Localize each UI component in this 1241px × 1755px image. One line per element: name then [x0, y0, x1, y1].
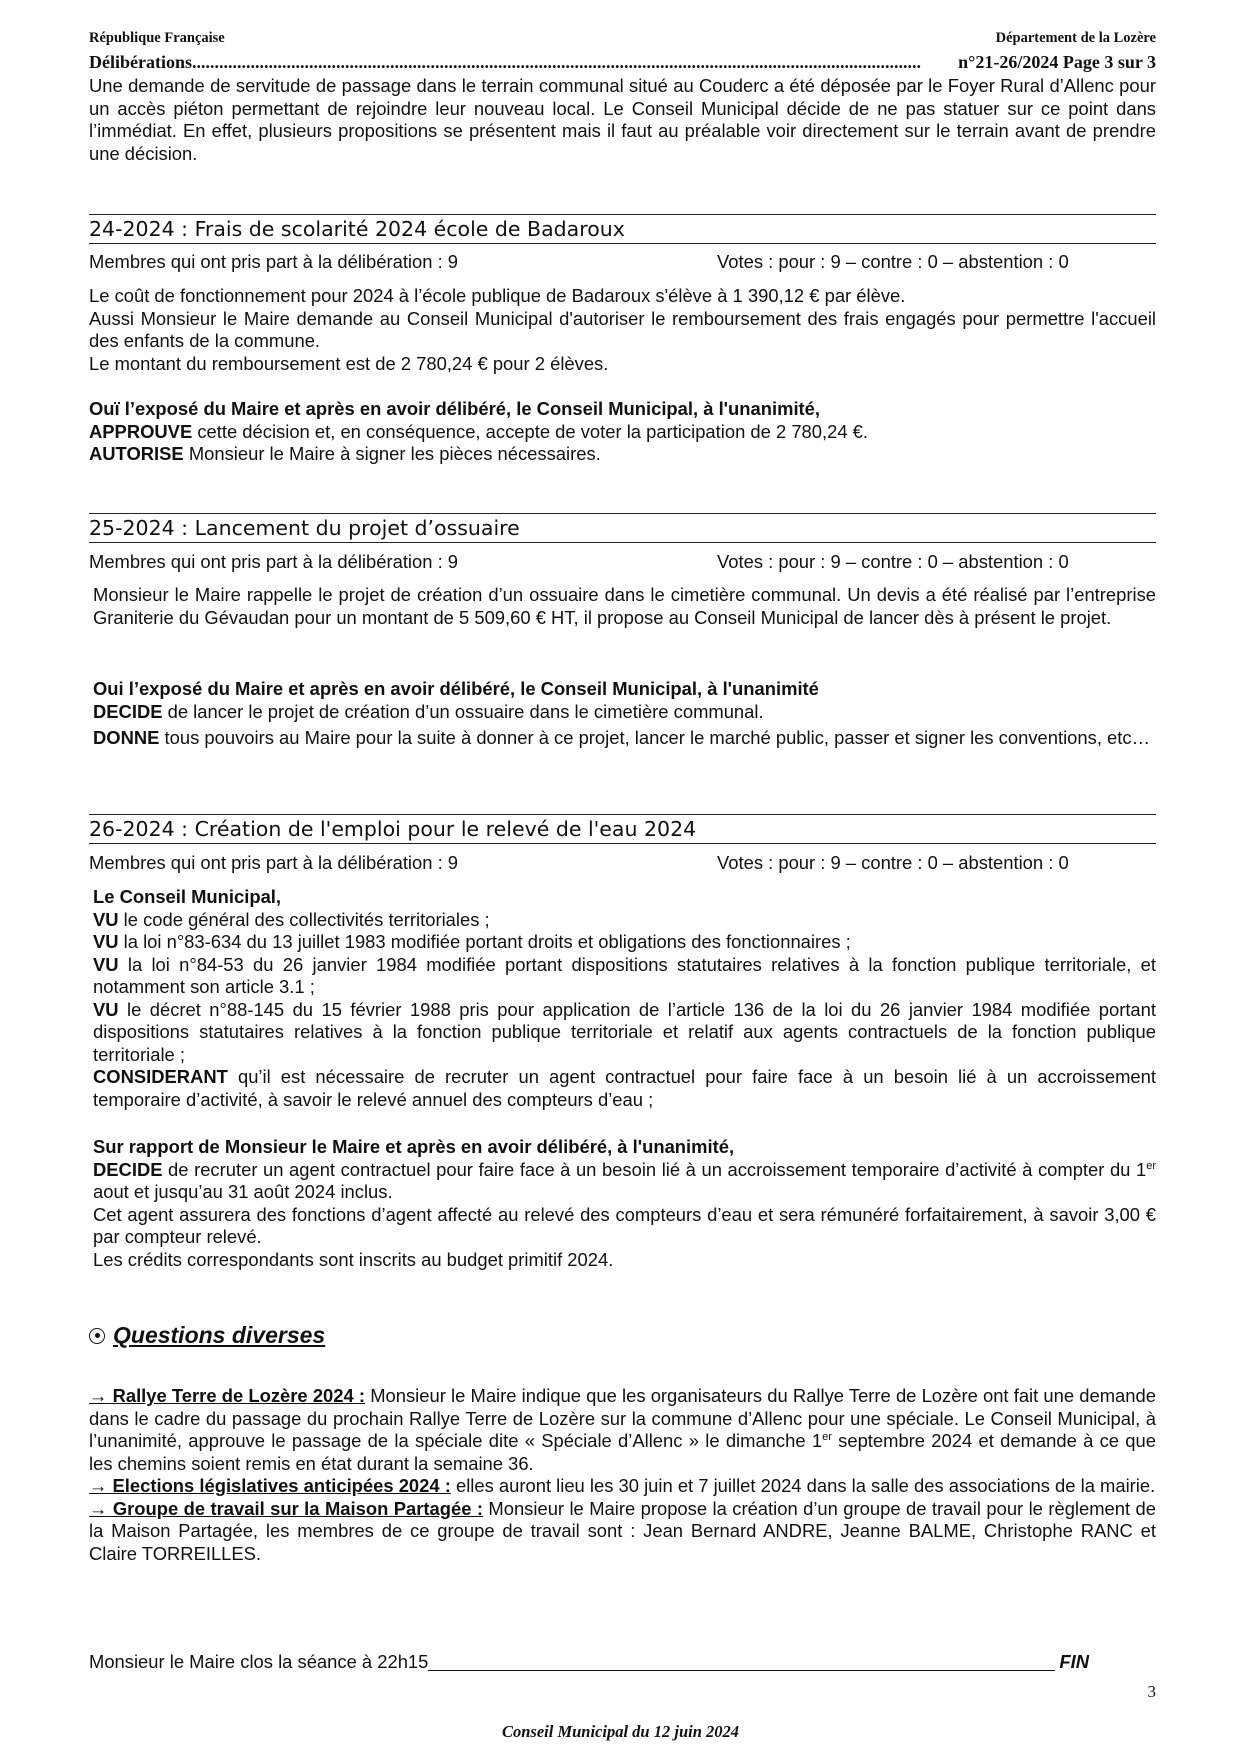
- decision-intro: Oui l’exposé du Maire et après en avoir délibéré, le Conseil Municipal, à l'unanimité: [93, 678, 819, 699]
- questions-list: [89, 1385, 1156, 1565]
- decision-text: aout et jusqu’au 31 août 2024 inclus.: [93, 1181, 393, 1202]
- decision-line: [93, 1159, 1156, 1204]
- question-label: → Groupe de travail sur la Maison Partagée :: [89, 1497, 483, 1519]
- section-title: 24-2024 : Frais de scolarité 2024 école de Badaroux: [89, 217, 625, 241]
- decision-keyword: DECIDE: [93, 700, 163, 722]
- question-item: [89, 1498, 1156, 1566]
- intro-paragraph: [89, 75, 1156, 165]
- members-count: Membres qui ont pris part à la délibération : 9: [89, 852, 459, 873]
- decision-text: Monsieur le Maire à signer les pièces nécessaires.: [183, 443, 601, 464]
- ordinal-sup: er: [1146, 1159, 1156, 1172]
- paragraph: Monsieur le Maire rappelle le projet de création d’un ossuaire dans le cimetière communal. Un devis a été réalisé par l’entreprise Graniterie du Gévaudan pour un montant de 5 509,60 € HT, il propose au Conseil Municipal de lancer dès à présent le projet.: [93, 584, 1156, 628]
- header-departement: Département de la Lozère: [995, 30, 1156, 46]
- members-count: Membres qui ont pris part à la délibération : 9: [89, 251, 459, 272]
- vu-text: le décret n°88-145 du 15 février 1988 pris pour application de l’article 136 de la loi du 26 janvier 1984 modifiée portant dispositions statutaires relatives à la fonction publique territoriale et relatif aux agents contractuels de la fonction publique territoriale ;: [93, 998, 1156, 1065]
- vu-keyword: VU: [93, 931, 119, 952]
- section-title: 26-2024 : Création de l'emploi pour le relevé de l'eau 2024: [89, 817, 697, 841]
- section-body: [89, 285, 1156, 375]
- decision-keyword: DONNE: [93, 727, 160, 748]
- question-label: → Elections législatives anticipées 2024 :: [89, 1475, 451, 1496]
- vote-row: [89, 551, 1156, 575]
- header-dots: ..................................................................................................................................................................: [192, 52, 921, 72]
- fin-label: FIN: [1059, 1651, 1089, 1672]
- vu-text: le code général des collectivités territoriales ;: [118, 908, 490, 930]
- question-text: septembre 2024 et demande à ce que les chemins soient remis en état durant la semaine 36.: [89, 1430, 1156, 1474]
- vu-keyword: VU: [93, 908, 119, 930]
- decision-line: [93, 701, 1156, 724]
- vu-line: [93, 954, 1156, 999]
- considerant-line: [93, 1066, 1156, 1111]
- decision-text: tous pouvoirs au Maire pour la suite à donner à ce projet, lancer le marché public, passer et signer les conventions, etc…: [159, 727, 1150, 748]
- question-text: elles auront lieu les 30 juin et 7 juillet 2024 dans la salle des associations de la mairie.: [450, 1475, 1156, 1496]
- question-item: [89, 1475, 1156, 1498]
- decision-intro: Sur rapport de Monsieur le Maire et après en avoir délibéré, à l'unanimité,: [93, 1136, 735, 1157]
- questions-title: Questions diverses: [113, 1322, 326, 1348]
- considerant-text: qu’il est nécessaire de recruter un agent contractuel pour faire face à un besoin lié à un accroissement temporaire d’activité, à savoir le relevé annuel des compteurs d’eau ;: [93, 1066, 1156, 1110]
- circled-dot-icon: [89, 1328, 105, 1344]
- paragraph: Cet agent assurera des fonctions d’agent affecté au relevé des compteurs d’eau et sera rémunéré forfaitairement, à savoir 3,00 € par compteur relevé.: [93, 1203, 1156, 1247]
- paragraph: Le montant du remboursement est de 2 780,24 € pour 2 élèves.: [89, 352, 609, 374]
- section-body: [93, 584, 1156, 629]
- header-reference: n°21-26/2024 Page 3 sur 3: [958, 52, 1156, 72]
- header-deliberations: Délibérations: [89, 52, 192, 72]
- paragraph: Aussi Monsieur le Maire demande au Conseil Municipal d'autoriser le remboursement des frais engagés pour permettre l'accueil des enfants de la commune.: [89, 307, 1156, 351]
- considerant-keyword: CONSIDERANT: [93, 1066, 228, 1087]
- decision-text: cette décision et, en conséquence, accepte de voter la participation de 2 780,24 €.: [192, 420, 869, 442]
- vu-text: la loi n°84-53 du 26 janvier 1984 modifiée portant dispositions statutaires relatives à la fonction publique territoriale, et notamment son article 3.1 ;: [93, 953, 1156, 997]
- vu-line: [93, 931, 1156, 954]
- section-title-bar: [89, 214, 1156, 244]
- decision-block: [89, 398, 1156, 466]
- question-item: [89, 1385, 1156, 1475]
- decision-line: [93, 727, 1156, 750]
- vu-line: [93, 909, 1156, 932]
- decision-text: de recruter un agent contractuel pour faire face à un besoin lié à un accroissement temporaire d’activité à compter du 1: [162, 1158, 1147, 1180]
- page-number: 3: [1147, 1682, 1156, 1701]
- decision-keyword: AUTORISE: [89, 443, 184, 464]
- header-deliberations-line: [89, 52, 1156, 73]
- closing-line: [89, 1651, 1089, 1673]
- council-heading: Le Conseil Municipal,: [93, 886, 282, 907]
- closing-text: Monsieur le Maire clos la séance à 22h15: [89, 1651, 429, 1672]
- votes-summary: Votes : pour : 9 – contre : 0 – abstention : 0: [717, 852, 1069, 873]
- section-title: 25-2024 : Lancement du projet d’ossuaire: [89, 516, 520, 540]
- decision-keyword: APPROUVE: [89, 420, 193, 442]
- members-count: Membres qui ont pris part à la délibération : 9: [89, 551, 459, 572]
- vu-keyword: VU: [93, 953, 119, 975]
- vote-row: [89, 852, 1156, 876]
- section-body: [93, 886, 1156, 1111]
- vu-text: la loi n°83-634 du 13 juillet 1983 modifiée portant droits et obligations des fonctionnaires ;: [118, 931, 851, 952]
- decision-line: [89, 443, 1156, 466]
- section-title-bar: [89, 814, 1156, 844]
- questions-heading: [89, 1322, 325, 1349]
- vote-row: [89, 251, 1156, 275]
- section-title-bar: [89, 513, 1156, 543]
- votes-summary: Votes : pour : 9 – contre : 0 – abstention : 0: [717, 551, 1069, 572]
- decision-line: [89, 421, 1156, 444]
- vu-line: [93, 999, 1156, 1067]
- ordinal-sup: er: [822, 1430, 832, 1443]
- decision-text: de lancer le projet de création d’un ossuaire dans le cimetière communal.: [162, 700, 764, 722]
- question-text: Monsieur le Maire propose la création d’un groupe de travail pour le règlement de la Maison Partagée, les membres de ce groupe de travail sont : Jean Bernard ANDRE, Jeanne BALME, Christophe RANC et Claire TORREILLES.: [89, 1497, 1157, 1564]
- decision-intro: Ouï l’exposé du Maire et après en avoir délibéré, le Conseil Municipal, à l'unanimité,: [89, 398, 821, 419]
- paragraph: Le coût de fonctionnement pour 2024 à l’école publique de Badaroux s'élève à 1 390,12 € par élève.: [89, 285, 906, 306]
- votes-summary: Votes : pour : 9 – contre : 0 – abstention : 0: [717, 251, 1069, 272]
- decision-keyword: DECIDE: [93, 1158, 163, 1180]
- decision-block: [93, 678, 1156, 750]
- paragraph: Les crédits correspondants sont inscrits au budget primitif 2024.: [93, 1248, 614, 1270]
- intro-text: Une demande de servitude de passage dans le terrain communal situé au Couderc a été déposée par le Foyer Rural d’Allenc pour un accès piéton permettant de rejoindre leur nouveau local. Le Conseil Municipal décide de ne pas statuer sur ce point dans l’immédiat. En effet, plusieurs propositions se présentent mais il faut au préalable voir directement sur le terrain avant de prendre une décision.: [89, 75, 1156, 164]
- footer: Conseil Municipal du 12 juin 2024: [501, 1722, 740, 1741]
- question-text: Monsieur le Maire indique que les organisateurs du Rallye Terre de Lozère ont fait une demande dans le cadre du passage du prochain Rallye Terre de Lozère sur la commune d’Allenc pour une spéciale. Le Conseil Municipal, à l’unanimité, approuve le passage de la spéciale dite « Spéciale d’Allenc » le dimanche 1: [89, 1385, 1156, 1451]
- decision-block: [93, 1136, 1156, 1271]
- signature-line: [428, 1652, 1055, 1671]
- vu-keyword: VU: [93, 998, 119, 1020]
- header-republique: République Française: [89, 30, 225, 46]
- question-label: → Rallye Terre de Lozère 2024 :: [89, 1385, 366, 1406]
